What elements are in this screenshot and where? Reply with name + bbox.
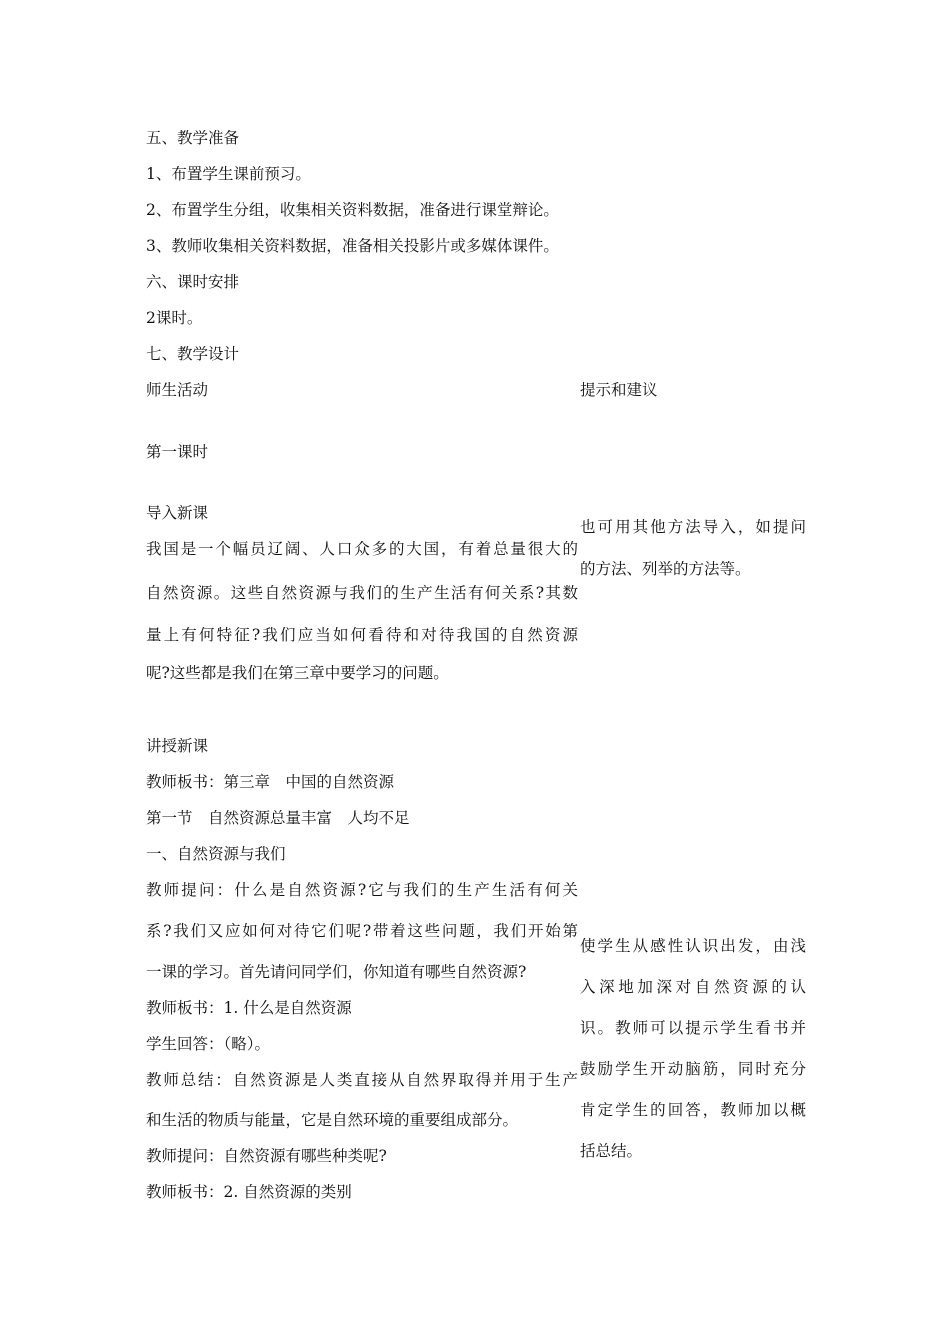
teach-line-10: 和生活的物质与能量，它是自然环境的重要组成部分。 bbox=[146, 1111, 519, 1129]
table-header-activities: 师生活动 bbox=[146, 381, 209, 399]
teach-line-7: 教师板书：1. 什么是自然资源 bbox=[146, 999, 352, 1017]
section-heading-preparation: 五、教学准备 bbox=[146, 129, 240, 147]
intro-line-3: 量上有何特征?我们应当如何看待和对待我国的自然资源 bbox=[146, 626, 578, 644]
section-heading-schedule: 六、课时安排 bbox=[146, 273, 240, 291]
table-header-tips: 提示和建议 bbox=[580, 381, 658, 399]
teach-tip-line-2: 入深地加深对自然资源的认 bbox=[580, 978, 806, 996]
intro-heading: 导入新课 bbox=[146, 504, 209, 522]
teach-line-9: 教师总结：自然资源是人类直接从自然界取得并用于生产 bbox=[146, 1071, 578, 1089]
teach-line-3: 一、自然资源与我们 bbox=[146, 845, 286, 863]
intro-tip-line-2: 的方法、列举的方法等。 bbox=[580, 560, 751, 578]
teach-line-11: 教师提问：自然资源有哪些种类呢? bbox=[146, 1147, 387, 1165]
prep-item-3: 3、教师收集相关资料数据，准备相关投影片或多媒体课件。 bbox=[146, 237, 559, 255]
teach-line-6: 一课的学习。首先请问同学们，你知道有哪些自然资源? bbox=[146, 963, 527, 981]
teach-tip-line-4: 鼓励学生开动脑筋，同时充分 bbox=[580, 1060, 806, 1078]
intro-line-4: 呢?这些都是我们在第三章中要学习的问题。 bbox=[146, 664, 449, 682]
intro-line-1: 我国是一个幅员辽阔、人口众多的大国，有着总量很大的 bbox=[146, 540, 578, 558]
teach-line-8: 学生回答：（略）。 bbox=[146, 1035, 271, 1053]
schedule-text: 2课时。 bbox=[146, 309, 203, 327]
teach-tip-line-6: 括总结。 bbox=[580, 1142, 643, 1160]
teach-line-12: 教师板书：2. 自然资源的类别 bbox=[146, 1183, 352, 1201]
teach-tip-line-5: 肯定学生的回答，教师加以概 bbox=[580, 1101, 806, 1119]
intro-tip-line-1: 也可用其他方法导入，如提问 bbox=[580, 518, 806, 536]
intro-line-2: 自然资源。这些自然资源与我们的生产生活有何关系?其数 bbox=[146, 584, 578, 602]
teach-line-2: 第一节 自然资源总量丰富 人均不足 bbox=[146, 809, 410, 827]
teach-tip-line-1: 使学生从感性认识出发，由浅 bbox=[580, 937, 806, 955]
prep-item-1: 1、布置学生课前预习。 bbox=[146, 165, 311, 183]
section-heading-design: 七、教学设计 bbox=[146, 345, 240, 363]
teach-line-1: 教师板书：第三章 中国的自然资源 bbox=[146, 773, 395, 791]
teach-line-5: 系?我们又应如何对待它们呢?带着这些问题，我们开始第 bbox=[146, 922, 578, 940]
prep-item-2: 2、布置学生分组，收集相关资料数据，准备进行课堂辩论。 bbox=[146, 201, 559, 219]
teach-tip-line-3: 识。教师可以提示学生看书并 bbox=[580, 1019, 806, 1037]
lesson-label: 第一课时 bbox=[146, 443, 209, 461]
teach-line-4: 教师提问：什么是自然资源?它与我们的生产生活有何关 bbox=[146, 881, 578, 899]
teach-heading: 讲授新课 bbox=[146, 737, 209, 755]
